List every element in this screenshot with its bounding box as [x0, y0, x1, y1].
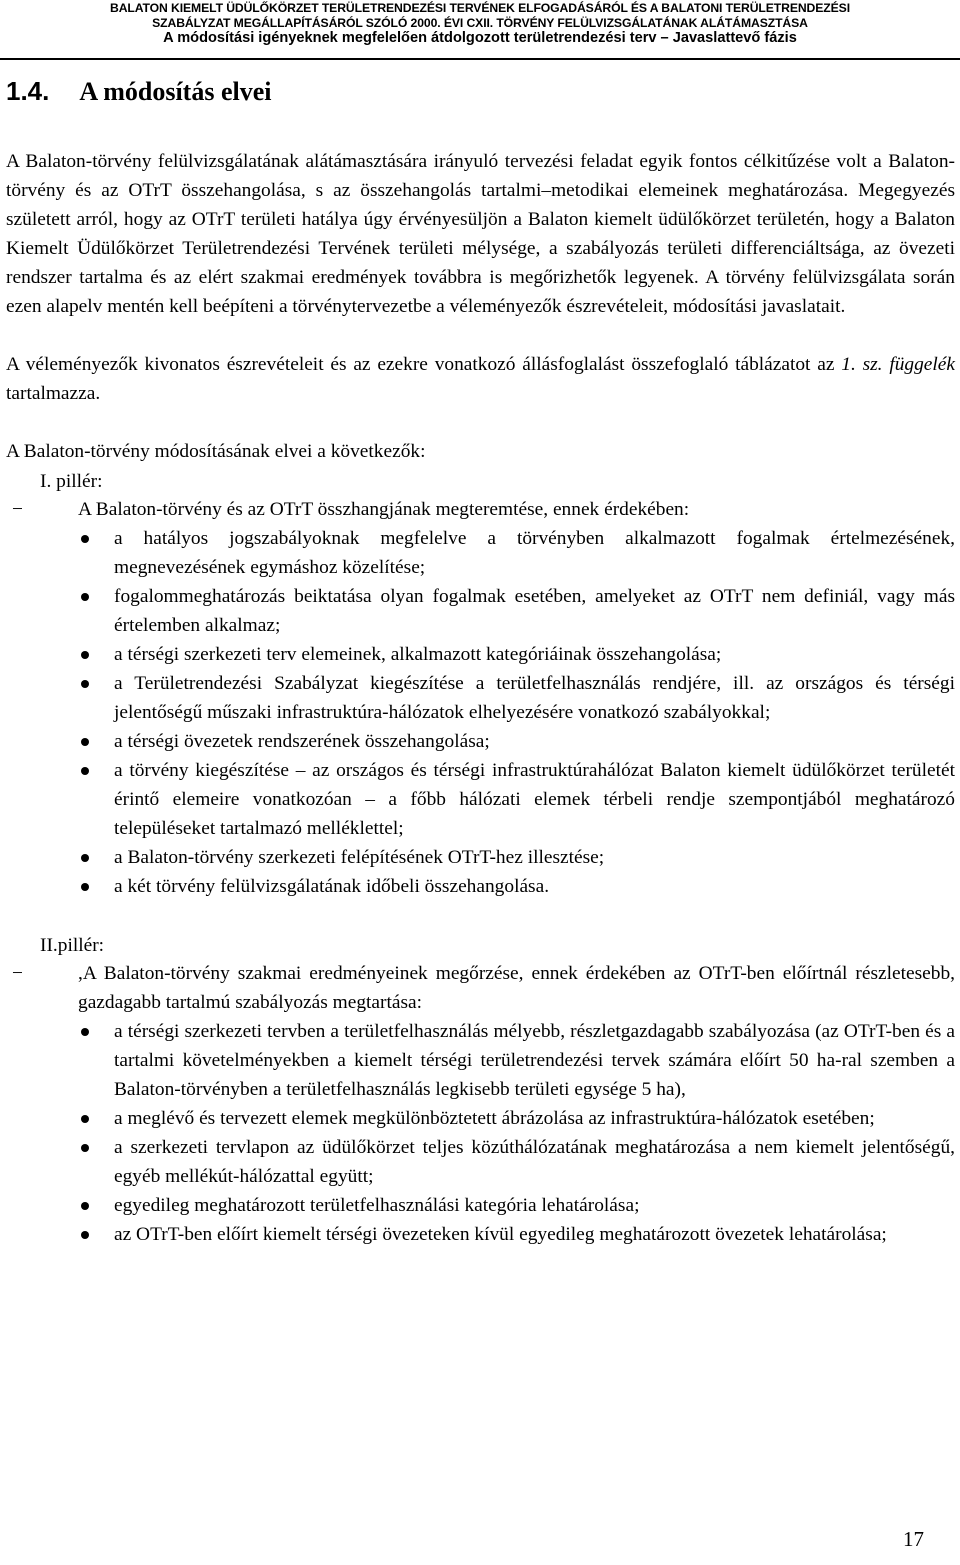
list-item: a szerkezeti tervlapon az üdülőkörzet teljes közúthálózatának meghatározása a nem kiemelt jelentőségű, egyéb mellékút-hálózattal együtt; — [6, 1133, 955, 1191]
bullet-icon — [81, 651, 89, 659]
bullet-icon — [81, 1144, 89, 1152]
list-item: a térségi szerkezeti tervben a területfelhasználás mélyebb, részletgazdagabb szabályozása (az OTrT-ben és a tartalmi követelményekben a kiemelt térségi területrendezési tervek számára előírt 50 ha-ral szemben a Balaton-törvényben a területfelhasználás legkisebb területi egysége 5 ha), — [6, 1017, 955, 1104]
bullet-icon — [81, 535, 89, 543]
header-line-1: BALATON KIEMELT ÜDÜLŐKÖRZET TERÜLETRENDEZÉSI TERVÉNEK ELFOGADÁSÁRÓL ÉS A BALATONI TERÜLETRENDEZÉSI — [110, 1, 850, 15]
header-rule — [0, 58, 960, 60]
bullet-icon — [81, 680, 89, 688]
bullet-icon — [81, 854, 89, 862]
pillar-1 — [6, 469, 955, 901]
pillar-1-list — [6, 524, 955, 901]
section-title: A módosítás elvei — [79, 77, 272, 106]
list-item: a törvény kiegészítése – az országos és térségi infrastruktúrahálózat Balaton kiemelt üdülőkörzet területét érintő elemeire vonatkozóan – a főbb hálózati elemek térbeli rendje szempontjából meghatározó településeket tartalmazó melléklettel; — [6, 756, 955, 843]
appendix-reference: 1. sz. függelék — [841, 354, 955, 375]
list-item: a térségi szerkezeti terv elemeinek, alkalmazott kategóriáinak összehangolása; — [6, 640, 955, 669]
pillar-label: I. pillér: — [40, 471, 103, 492]
list-item: az OTrT-ben előírt kiemelt térségi övezeteken kívül egyedileg meghatározott övezetek lehatárolása; — [6, 1220, 955, 1249]
bullet-icon — [81, 1231, 89, 1239]
bullet-icon — [81, 883, 89, 891]
list-item: a két törvény felülvizsgálatának időbeli összehangolása. — [6, 872, 955, 901]
paragraph-2-end: tartalmazza. — [6, 383, 101, 404]
list-item: a térségi övezetek rendszerének összehangolása; — [6, 727, 955, 756]
paragraph-2-start: A véleményezők kivonatos észrevételeit és az ezekre vonatkozó állásfoglalást összefoglaló táblázatot az — [6, 354, 842, 375]
page-number: 17 — [903, 1527, 924, 1551]
pillar-goal — [6, 495, 955, 524]
list-item: a Területrendezési Szabályzat kiegészítése a területfelhasználás rendjére, ill. az országos és térségi jelentőségű műszaki infrastruktúra-hálózatok elhelyezésére vonatkozó szabályokkal; — [6, 669, 955, 727]
bullet-icon — [81, 738, 89, 746]
header-line-3: A módosítási igényeknek megfelelően átdolgozott területrendezési terv – Javaslattevő fázis — [163, 30, 797, 46]
list-item: a hatályos jogszabályoknak megfelelve a törvényben alkalmazott fogalmak értelmezésének, megnevezésének egymáshoz közelítése; — [6, 524, 955, 582]
paragraph-2 — [6, 350, 955, 408]
bullet-icon — [81, 593, 89, 601]
section-number: 1.4. — [6, 76, 50, 106]
list-item: egyedileg meghatározott területfelhasználási kategória lehatárolása; — [6, 1191, 955, 1220]
header-line-2: SZABÁLYZAT MEGÁLLAPÍTÁSÁRÓL SZÓLÓ 2000. ÉVI CXII. TÖRVÉNY FELÜLVIZSGÁLATÁNAK ALÁTÁMASZTÁSA — [152, 16, 808, 30]
list-item: fogalommeghatározás beiktatása olyan fogalmak esetében, amelyeket az OTrT nem definiál, vagy más értelemben alkalmaz; — [6, 582, 955, 640]
list-item: a Balaton-törvény szerkezeti felépítésének OTrT-hez illesztése; — [6, 843, 955, 872]
section-heading — [6, 76, 271, 107]
list-item: a meglévő és tervezett elemek megkülönböztetett ábrázolása az infrastruktúra-hálózatok esetében; — [6, 1104, 955, 1133]
bullet-icon — [81, 1115, 89, 1123]
paragraph-3: A Balaton-törvény módosításának elvei a következők: — [6, 441, 426, 462]
dash-marker: − — [12, 963, 23, 984]
pillar-2 — [6, 933, 955, 1249]
pillar-label: II.pillér: — [40, 935, 105, 956]
bullet-icon — [81, 1202, 89, 1210]
dash-marker: − — [12, 499, 23, 520]
pillar-2-list — [6, 1017, 955, 1249]
bullet-icon — [81, 1028, 89, 1036]
pillar-goal-text: ,A Balaton-törvény szakmai eredményeinek megőrzése, ennek érdekében az OTrT-ben előírtnál részletesebb, gazdagabb tartalmú szabályozás megtartása: — [78, 963, 955, 1013]
paragraph-1: A Balaton-törvény felülvizsgálatának alátámasztására irányuló tervezési feladat egyik fontos célkitűzése volt a Balaton-törvény és az OTrT összehangolása, s az összehangolás tartalmi–metodikai elemeinek meghatározása. Megegyezés született arról, hogy az OTrT területi hatálya úgy érvényesüljön a Balaton kiemelt üdülőkörzet területén, hogy a Balaton Kiemelt Üdülőkörzet Területrendezési Tervének területi mélysége, a szabályozás területi differenciáltsága, az övezeti rendszer tartalma és az elért szakmai eredmények továbbra is megőrizhetők legyenek. A törvény felülvizsgálata során ezen alapelv mentén kell beépíteni a törvénytervezetbe a véleményezők észrevételeit, módosítási javaslatait. — [6, 151, 955, 317]
pillar-goal — [6, 959, 955, 1017]
running-header — [0, 0, 960, 46]
document-body — [6, 147, 955, 1249]
pillar-goal-text: A Balaton-törvény és az OTrT összhangjának megteremtése, ennek érdekében: — [78, 499, 690, 520]
bullet-icon — [81, 767, 89, 775]
